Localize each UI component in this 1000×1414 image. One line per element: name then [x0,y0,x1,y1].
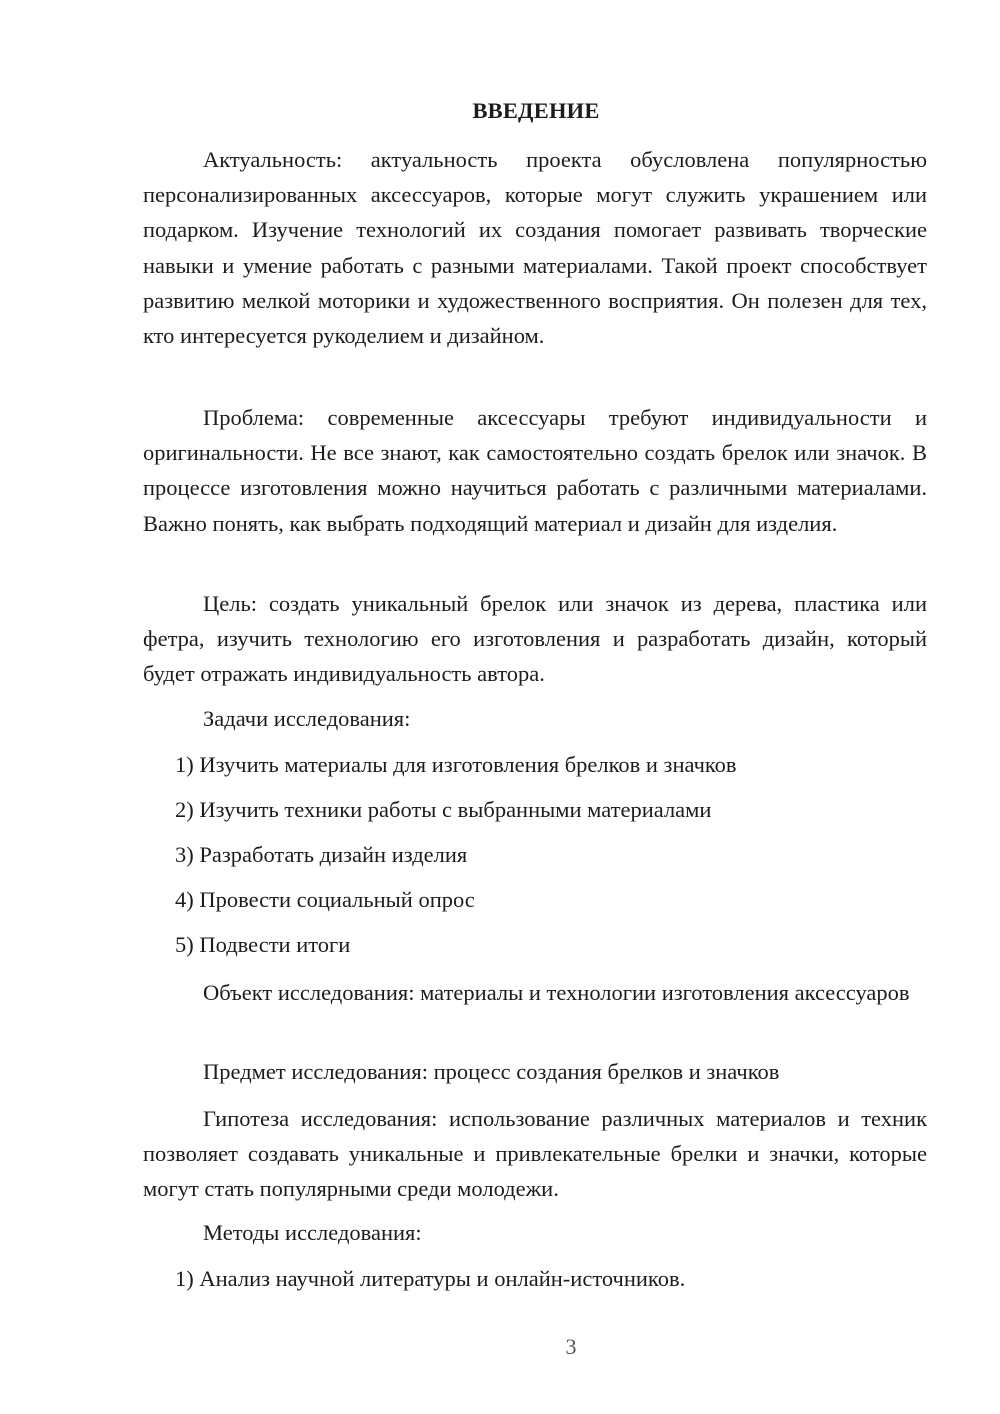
problem-paragraph: Проблема: современные аксессуары требуют индивидуальности и оригинальности. Не все знают, как самостоятельно создать брелок или значок. В процессе изготовления можно научиться работать с различными материалами. Важно понять, как выбрать подходящий материал и дизайн для изделия. [143,405,927,536]
object-paragraph: Объект исследования: материалы и технологии изготовления аксессуаров [203,980,910,1005]
tasks-heading: Задачи исследования: [203,706,411,731]
methods-heading: Методы исследования: [203,1220,422,1245]
page-title: ВВЕДЕНИЕ [472,98,600,123]
goal-paragraph: Цель: создать уникальный брелок или значок из дерева, пластика или фетра, изучить технологию его изготовления и разработать дизайн, который будет отражать индивидуальность автора. [143,591,927,687]
task-item-4: 4) Провести социальный опрос [175,887,475,912]
task-item-1: 1) Изучить материалы для изготовления брелков и значков [175,752,737,777]
task-item-2: 2) Изучить техники работы с выбранными материалами [175,797,712,822]
task-item-3: 3) Разработать дизайн изделия [175,842,468,867]
method-item-1: 1) Анализ научной литературы и онлайн-источников. [175,1266,686,1291]
task-item-5: 5) Подвести итоги [175,932,351,957]
subject-line: Предмет исследования: процесс создания брелков и значков [203,1059,780,1084]
relevance-paragraph: Актуальность: актуальность проекта обусловлена популярностью персонализированных аксессуаров, которые могут служить украшением или подарком. Изучение технологий их создания помогает развивать творческие навыки и умение работать с разными материалами. Такой проект способствует развитию мелкой моторики и художественного восприятия. Он полезен для тех, кто интересуется рукоделием и дизайном. [143,147,927,349]
page-number: 3 [565,1334,577,1359]
hypothesis-paragraph: Гипотеза исследования: использование различных материалов и техник позволяет создавать уникальные и привлекательные брелки и значки, которые могут стать популярными среди молодежи. [143,1106,927,1202]
